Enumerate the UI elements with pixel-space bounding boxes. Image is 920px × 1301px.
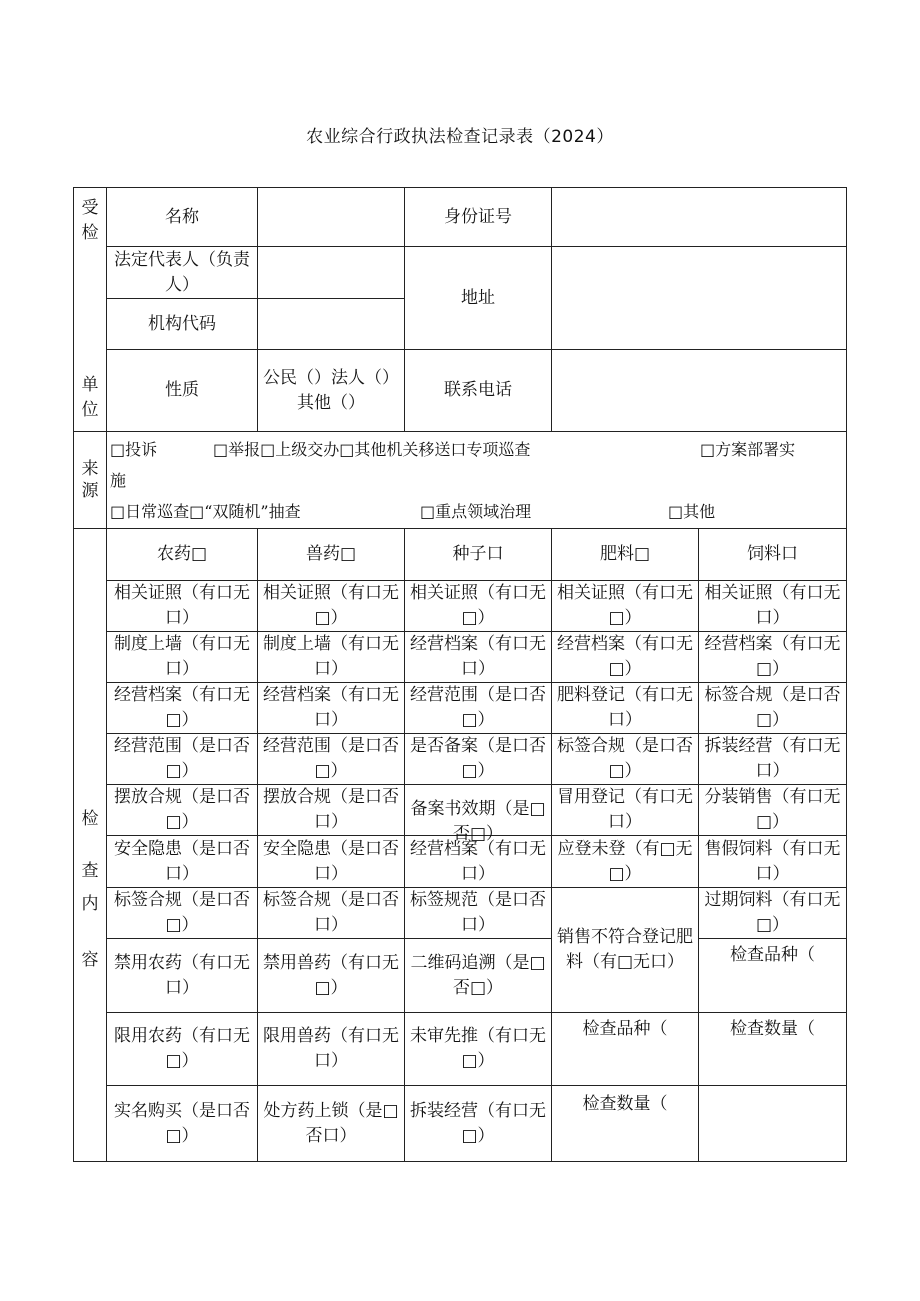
- check-item[interactable]: 销售不符合登记肥料（有□无口）: [552, 888, 699, 1013]
- source-option[interactable]: □其他: [668, 501, 716, 521]
- check-item[interactable]: 是否备案（是口否□）: [405, 734, 552, 785]
- check-item[interactable]: [405, 785, 552, 844]
- check-item[interactable]: 经营档案（有口无口）: [405, 632, 552, 683]
- nature-options[interactable]: 公民（）法人（）其他（）: [258, 350, 405, 432]
- id-number-label: 身份证号: [405, 188, 552, 247]
- check-item[interactable]: 制度上墙（有口无口）: [258, 632, 405, 683]
- check-item[interactable]: 摆放合规（是口否□）: [107, 785, 258, 836]
- source-options[interactable]: [107, 432, 847, 529]
- source-side-char: 源: [81, 481, 99, 501]
- check-item[interactable]: 拆装经营（有口无口）: [699, 734, 847, 785]
- name-label: 名称: [107, 188, 258, 247]
- check-item[interactable]: 经营档案（有口无□）: [699, 632, 847, 683]
- check-item[interactable]: 分装销售（有口无□）: [699, 785, 847, 836]
- check-item[interactable]: 经营范围（是口否□）: [258, 734, 405, 785]
- check-item[interactable]: 实名购买（是口否□）: [107, 1086, 258, 1162]
- inspection-side-char: 内: [81, 893, 99, 914]
- check-item[interactable]: 检查品种（: [552, 1013, 699, 1086]
- check-item[interactable]: 过期饲料（有口无□）: [699, 888, 847, 939]
- source-side-label: [74, 432, 107, 529]
- check-item[interactable]: 相关证照（有口无□）: [405, 581, 552, 632]
- check-item[interactable]: 拆装经营（有口无□）: [405, 1086, 552, 1162]
- check-item[interactable]: 安全隐患（是口否口）: [107, 836, 258, 888]
- check-item[interactable]: 经营范围（是口否□）: [405, 683, 552, 734]
- check-item[interactable]: 处方药上锁（是□否口）: [258, 1086, 405, 1162]
- unit-side-label: [74, 188, 107, 432]
- source-option[interactable]: □举报□上级交办□其他机关移送口专项巡查: [213, 439, 531, 459]
- source-option[interactable]: □方案部署实: [700, 439, 796, 459]
- page-title: 农业综合行政执法检查记录表（2024）: [306, 127, 614, 147]
- check-item[interactable]: 标签合规（是口否口）: [258, 888, 405, 939]
- unit-side-char: 位: [81, 400, 99, 420]
- id-number-field[interactable]: [552, 188, 847, 247]
- inspection-side-label-bottom: [74, 888, 107, 1162]
- address-label: 地址: [405, 247, 552, 350]
- check-item-text: 备案书效期（是□否□）: [410, 799, 546, 844]
- unit-side-char: 受: [81, 198, 99, 218]
- nature-label: 性质: [107, 350, 258, 432]
- category-header-vet-drug[interactable]: 兽药□: [258, 529, 405, 581]
- org-code-label: 机构代码: [107, 299, 258, 350]
- legal-rep-label: 法定代表人（负责人）: [107, 247, 258, 299]
- check-item[interactable]: 应登未登（有□无□）: [552, 836, 699, 888]
- category-header-feed[interactable]: 饲料口: [699, 529, 847, 581]
- check-item[interactable]: 经营档案（有口无口）: [258, 683, 405, 734]
- name-field[interactable]: [258, 188, 405, 247]
- check-item[interactable]: 禁用兽药（有口无□）: [258, 939, 405, 1013]
- check-item[interactable]: 限用兽药（有口无口）: [258, 1013, 405, 1086]
- source-option[interactable]: □重点领域治理: [420, 501, 532, 521]
- address-field[interactable]: [552, 247, 847, 350]
- check-item[interactable]: 二维码追溯（是□否□）: [405, 939, 552, 1013]
- check-item[interactable]: 经营档案（有口无口）: [405, 836, 552, 888]
- source-side-char: 来: [81, 459, 99, 479]
- check-item[interactable]: 相关证照（有口无口）: [699, 581, 847, 632]
- check-item[interactable]: 标签合规（是口否□）: [107, 888, 258, 939]
- phone-label: 联系电话: [405, 350, 552, 432]
- check-item[interactable]: 未审先推（有口无□）: [405, 1013, 552, 1086]
- inspection-side-char: 查: [81, 861, 99, 882]
- check-item[interactable]: 标签规范（是口否口）: [405, 888, 552, 939]
- org-code-field[interactable]: [258, 299, 405, 350]
- check-item[interactable]: 标签合规（是口否□）: [699, 683, 847, 734]
- check-item[interactable]: 检查品种（: [699, 939, 847, 1013]
- inspection-side-char: 检: [81, 809, 99, 830]
- source-option[interactable]: □投诉: [110, 439, 158, 459]
- source-option-cont: 施: [110, 470, 127, 490]
- check-item[interactable]: 经营档案（有口无□）: [107, 683, 258, 734]
- source-option[interactable]: □日常巡查□“双随机”抽查: [110, 501, 301, 521]
- check-item[interactable]: 经营范围（是口否□）: [107, 734, 258, 785]
- inspection-side-label-top: [74, 529, 107, 888]
- check-item[interactable]: 禁用农药（有口无口）: [107, 939, 258, 1013]
- check-item[interactable]: 相关证照（有口无□）: [258, 581, 405, 632]
- check-item[interactable]: 安全隐患（是口否口）: [258, 836, 405, 888]
- phone-field[interactable]: [552, 350, 847, 432]
- check-item[interactable]: 冒用登记（有口无口）: [552, 785, 699, 836]
- inspection-side-char: 容: [81, 949, 99, 970]
- unit-side-char: 检: [81, 223, 99, 243]
- check-item[interactable]: 检查数量（: [699, 1013, 847, 1086]
- check-item[interactable]: 相关证照（有口无口）: [107, 581, 258, 632]
- category-header-fertilizer[interactable]: 肥料□: [552, 529, 699, 581]
- check-item[interactable]: 检查数量（: [552, 1086, 699, 1162]
- inspection-record-table: [73, 187, 847, 1162]
- check-item[interactable]: 限用农药（有口无□）: [107, 1013, 258, 1086]
- category-header-seed[interactable]: 种子口: [405, 529, 552, 581]
- check-item[interactable]: 摆放合规（是口否口）: [258, 785, 405, 836]
- check-item[interactable]: 经营档案（有口无□）: [552, 632, 699, 683]
- check-item[interactable]: 相关证照（有口无□）: [552, 581, 699, 632]
- check-item[interactable]: 肥料登记（有口无口）: [552, 683, 699, 734]
- unit-side-char: 单: [81, 375, 99, 395]
- check-item[interactable]: 制度上墙（有口无口）: [107, 632, 258, 683]
- category-header-pesticide[interactable]: 农药□: [107, 529, 258, 581]
- check-item[interactable]: 标签合规（是口否□）: [552, 734, 699, 785]
- legal-rep-field[interactable]: [258, 247, 405, 299]
- check-item[interactable]: 售假饲料（有口无口）: [699, 836, 847, 888]
- blank-cell[interactable]: [699, 1086, 847, 1162]
